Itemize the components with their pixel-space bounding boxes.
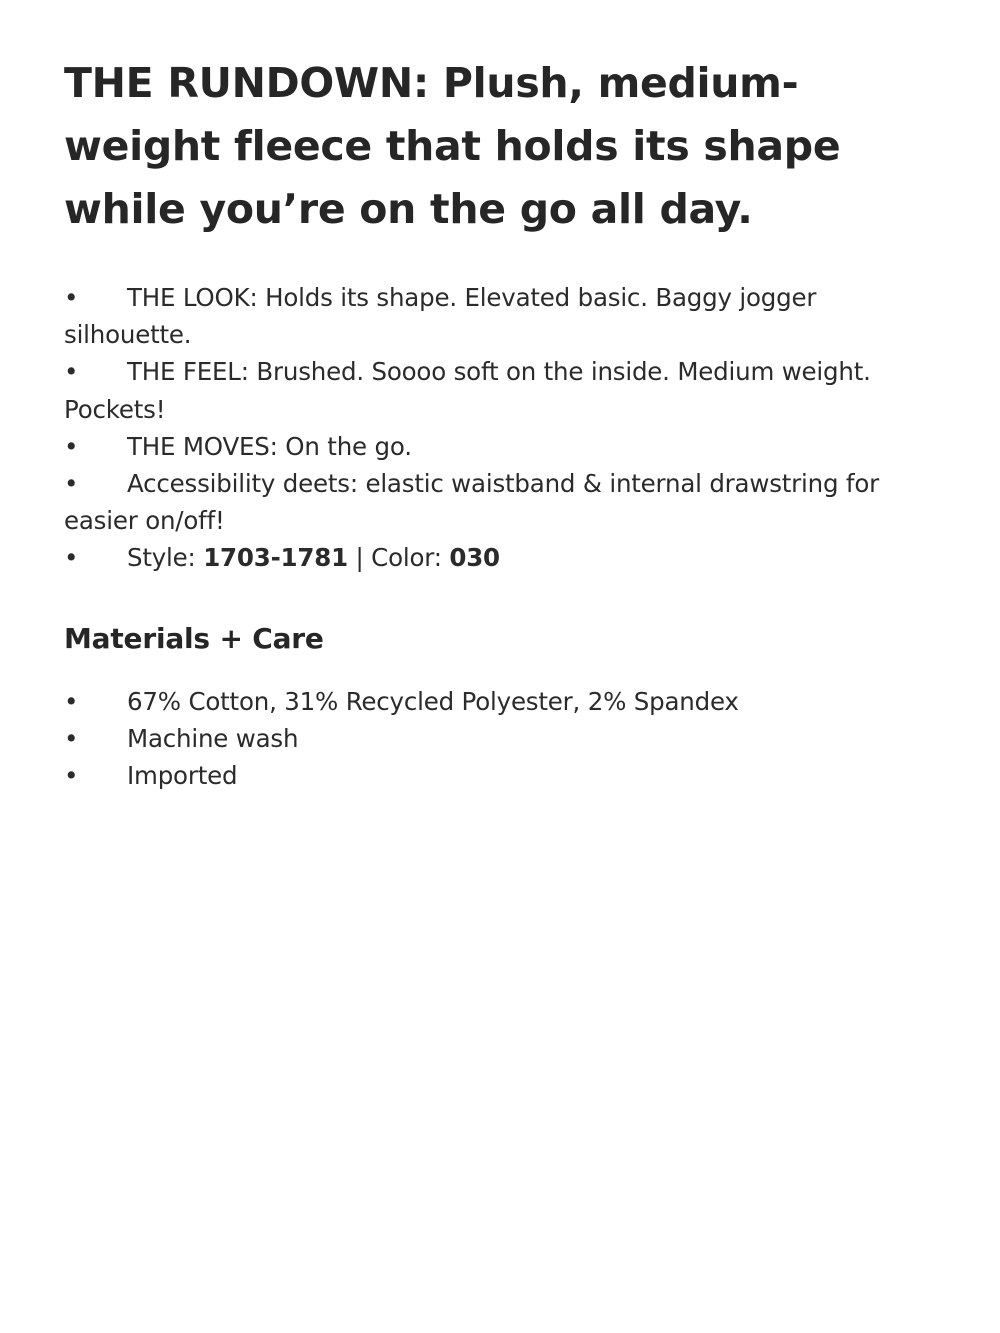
bullet: • [64,723,79,753]
feature-list [64,279,944,577]
bullet: • [64,761,79,791]
origin: Imported [127,761,238,791]
style-label: Style: [127,543,204,573]
feature-moves: THE MOVES: On the go. [127,431,412,461]
list-item [64,465,944,539]
bullet: • [64,469,79,499]
fabric-content: 67% Cotton, 31% Recycled Polyester, 2% Spandex [127,686,739,716]
list-item [64,683,944,720]
materials-care-heading: Materials + Care [64,621,324,655]
bullet: • [64,543,79,573]
color-code: 030 [449,543,500,573]
list-item [64,279,944,353]
feature-look: THE LOOK: Holds its shape. Elevated basic. Baggy jogger silhouette. [64,283,817,350]
feature-accessibility: Accessibility deets: elastic waistband & internal drawstring for easier on/off! [64,469,880,536]
list-item [64,757,944,794]
rundown-heading: THE RUNDOWN: Plush, medium-weight fleece that holds its shape while you’re on the go all day. [64,59,841,233]
bullet: • [64,431,79,461]
separator: | [347,543,372,573]
style-number: 1703-1781 [203,543,348,573]
style-color-line [64,539,944,576]
materials-care-list [64,683,944,795]
list-item [64,428,944,465]
list-item [64,353,944,427]
list-item [64,720,944,757]
bullet: • [64,357,79,387]
bullet: • [64,283,79,312]
feature-feel: THE FEEL: Brushed. Soooo soft on the inside. Medium weight. Pockets! [64,357,871,424]
color-label: Color: [371,543,450,573]
care-instruction: Machine wash [127,723,299,753]
bullet: • [64,686,79,716]
product-details [64,52,944,794]
